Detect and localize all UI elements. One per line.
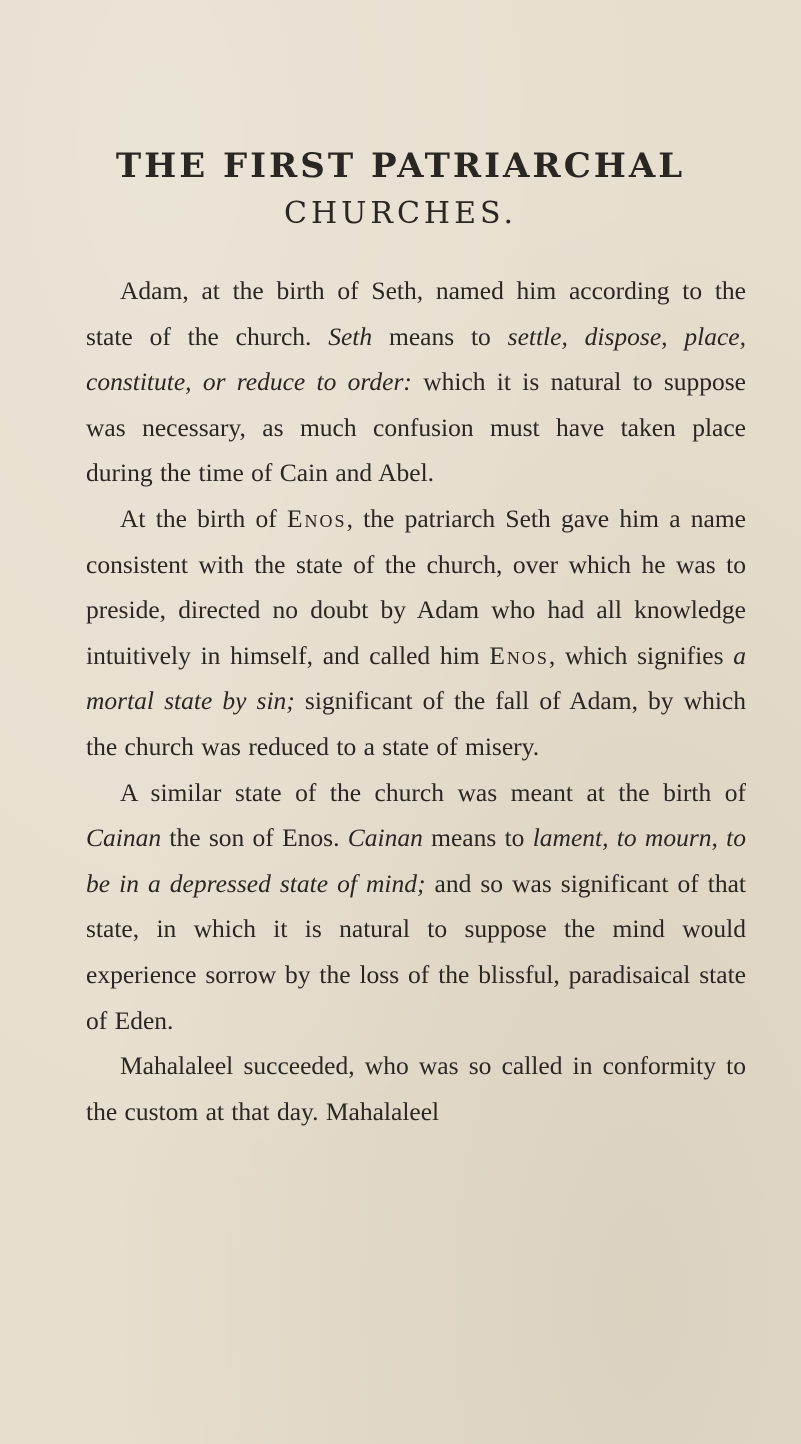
name-enos-2: Enos: [489, 640, 549, 670]
paragraph-seth: [86, 268, 746, 496]
name-cainan-2: Cainan: [347, 823, 423, 853]
cainan-meaning: lament, to mourn, to be in a depressed state of mind;: [86, 823, 746, 898]
paragraph-enos: [86, 496, 746, 770]
enos-meaning: a mortal state by sin;: [86, 640, 746, 716]
name-seth: Seth: [328, 321, 373, 351]
p2-text-d: significant of the fall of Adam, by which the church was reduced to a state of misery.: [86, 686, 746, 761]
p1-text-a: Adam, at the birth of Seth, named him according to the state of the church.: [86, 276, 746, 351]
page-body: [86, 268, 746, 1134]
p3-text-b: the son of Enos.: [161, 823, 348, 853]
p2-text-a: At the birth of: [120, 503, 287, 533]
name-cainan: Cainan: [86, 823, 162, 853]
paragraph-cainan: [86, 770, 746, 1044]
chapter-subtitle: CHURCHES.: [283, 196, 518, 231]
p3-text-a: A similar state of the church was meant at the birth of: [120, 777, 746, 807]
p4-text-a: Mahalaleel succeeded, who was so called in conformity to the custom at that day. Mahalaleel: [86, 1051, 746, 1126]
p3-text-c: means to: [422, 823, 533, 853]
p2-text-b: , the patriarch Seth gave him a name consistent with the state of the church, over which he was to preside, directed no doubt by Adam who had all knowledge intuitively in himself, and called him: [86, 503, 746, 670]
p2-text-c: , which signifies: [548, 640, 734, 670]
chapter-title: THE FIRST PATRIARCHAL: [115, 146, 686, 186]
p1-text-c: which it is natural to suppose was necessary, as much confusion must have taken place during the time of Cain and Abel.: [86, 367, 746, 488]
seth-meanings: settle, dispose, place, constitute, or reduce to order:: [86, 321, 746, 397]
p3-text-d: and so was significant of that state, in which it is natural to suppose the mind would experience sorrow by the loss of the blissful, paradisaical state of Eden.: [86, 868, 746, 1035]
paragraph-mahalaleel: [86, 1043, 746, 1134]
p1-text-b: means to: [372, 321, 508, 351]
name-enos: Enos: [286, 503, 347, 533]
